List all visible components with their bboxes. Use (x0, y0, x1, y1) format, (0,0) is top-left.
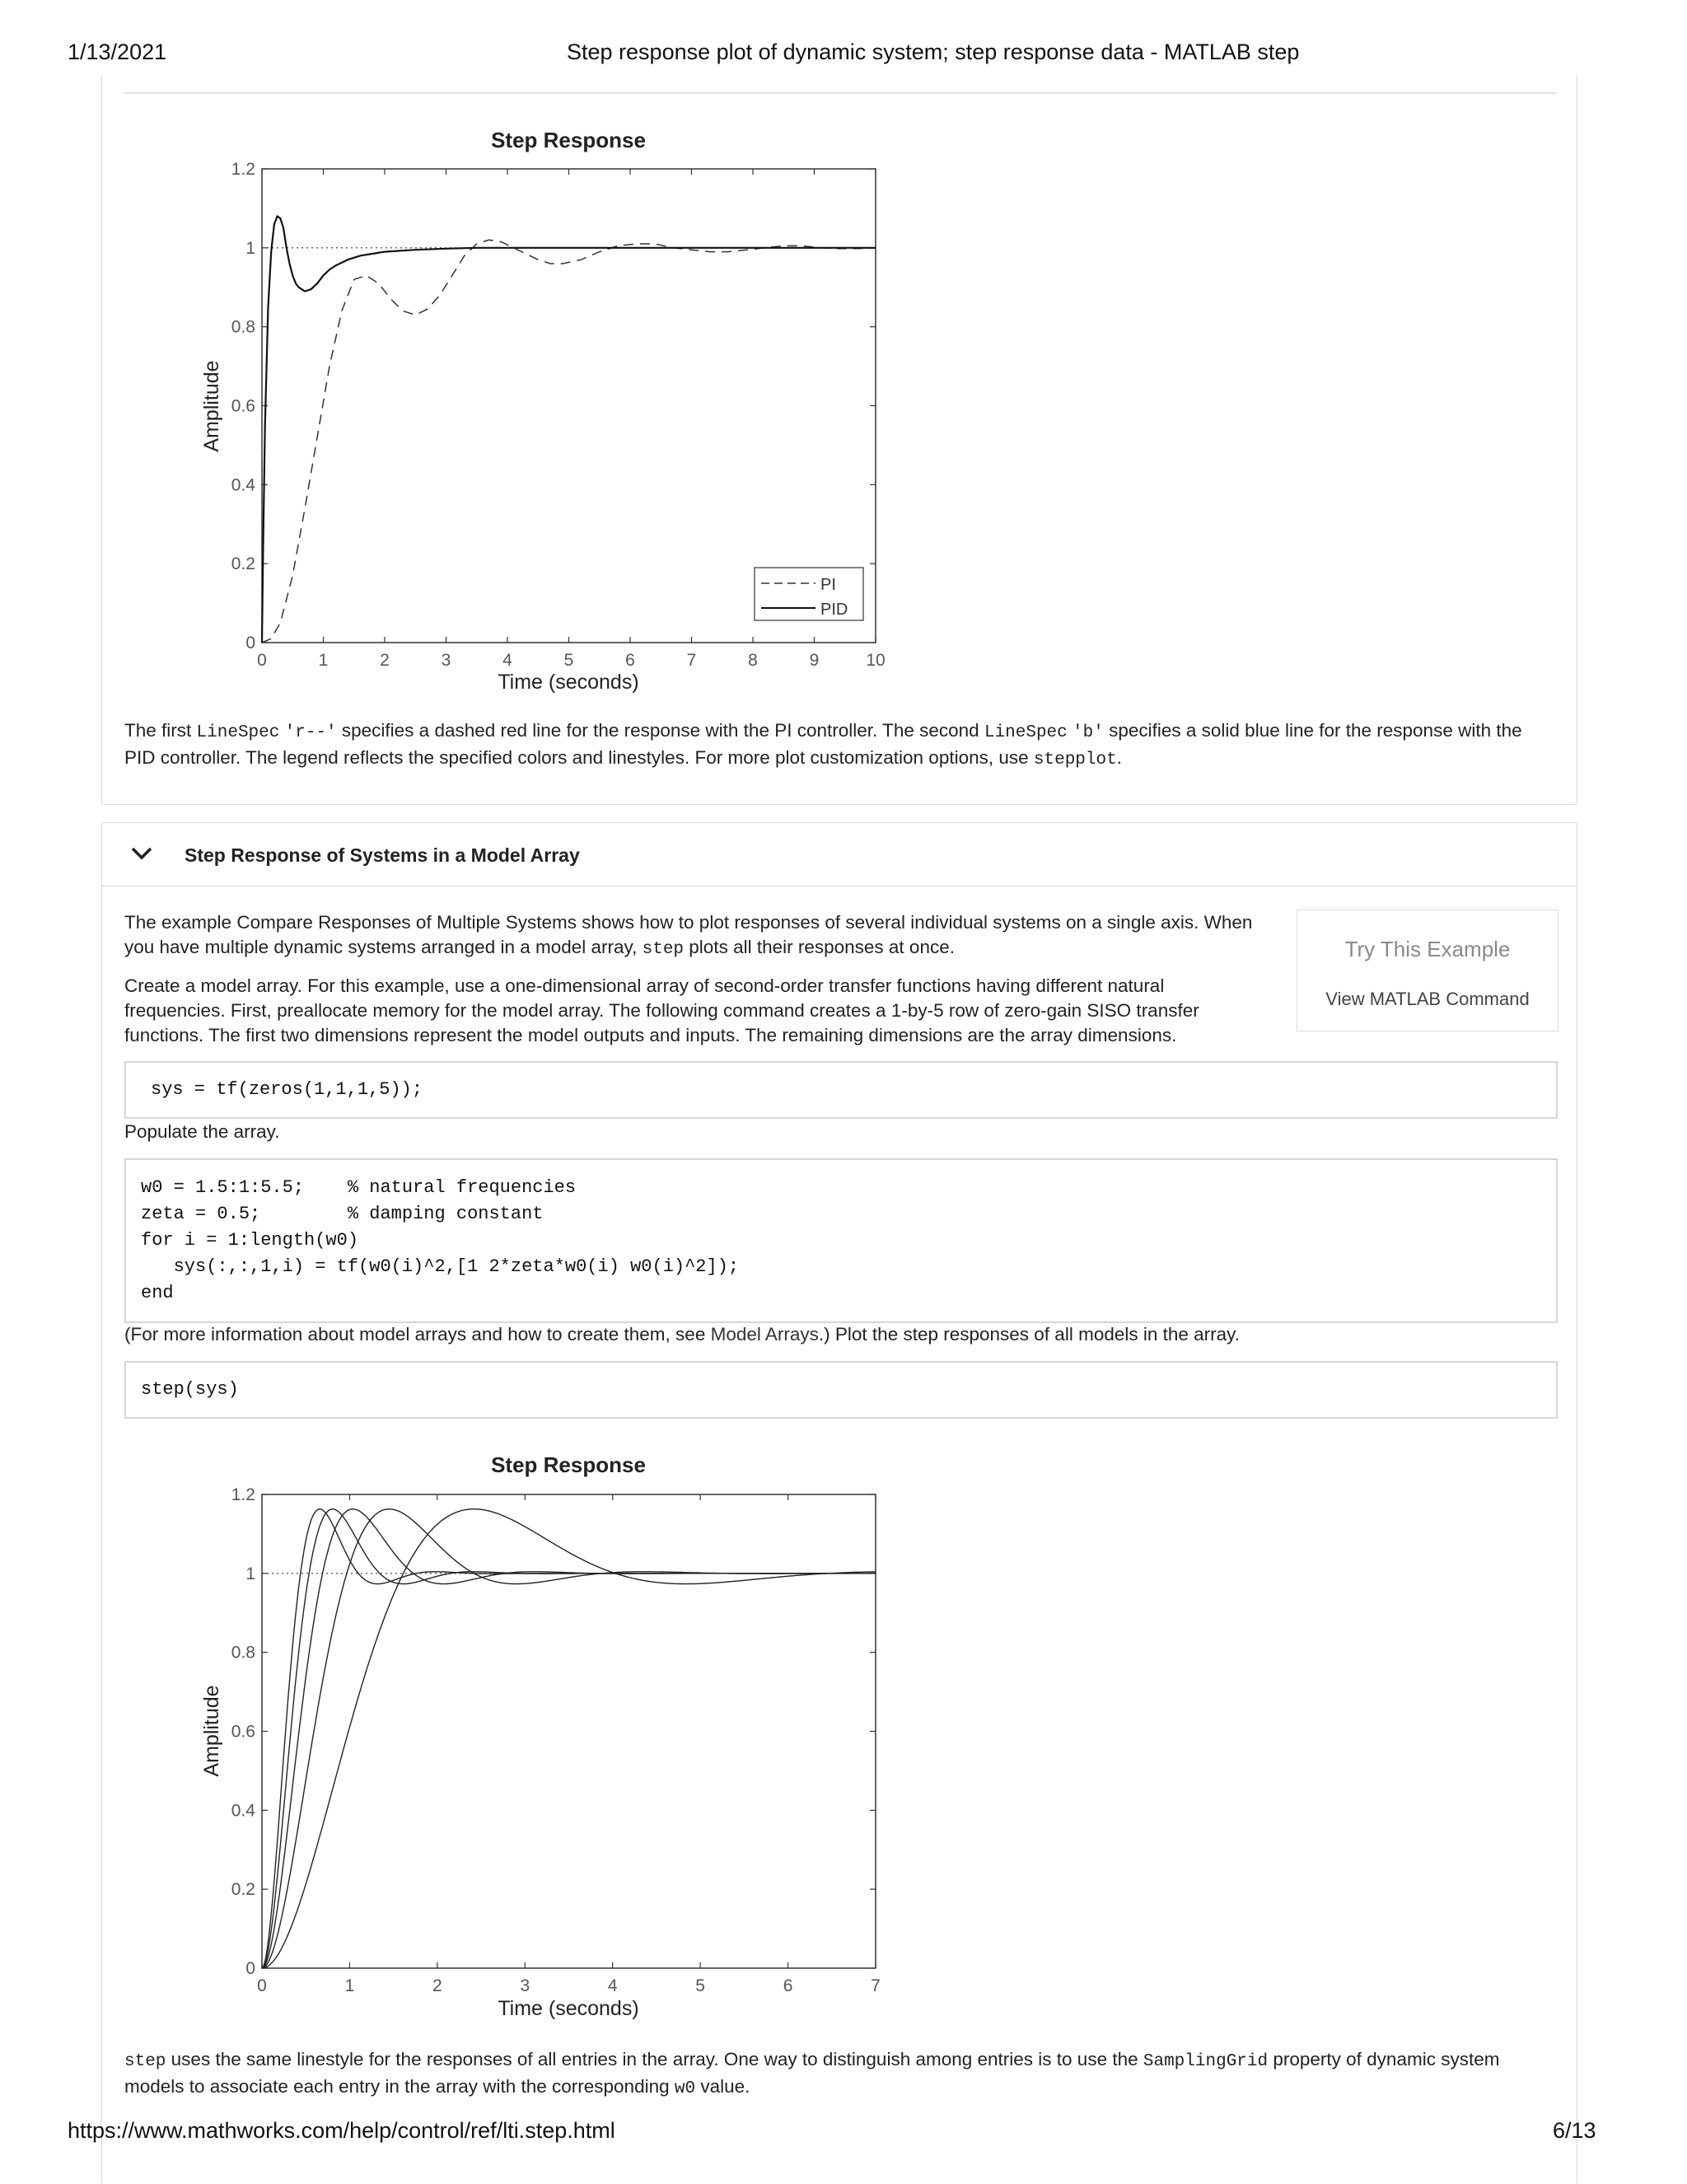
chart2-axes-box (262, 1494, 876, 1968)
print-title: Step response plot of dynamic system; step response data - MATLAB step (567, 40, 1300, 64)
chart1-legend (755, 568, 863, 620)
legend-pid-label: PID (820, 601, 848, 619)
code-w0: w0 (674, 2079, 696, 2098)
code-block-populate (124, 1158, 1558, 1323)
chart2-xtick-label: 1 (344, 1976, 355, 1995)
populate-text: Populate the array. (124, 1121, 280, 1142)
code-step-2: step (124, 2052, 166, 2071)
chart2-xtick-label: 4 (607, 1976, 618, 1995)
chart1-ytick-label: 0 (245, 634, 255, 652)
code-preallocate: sys = tf(zeros(1,1,1,5)); (151, 1079, 423, 1100)
chart2-xtick-label: 0 (257, 1976, 267, 1995)
code-block-step (124, 1361, 1558, 1419)
chart2-xtick-label: 7 (871, 1976, 881, 1995)
chart1-ytick-label: 0.6 (231, 396, 255, 416)
print-page-number: 6/13 (1553, 2118, 1596, 2143)
chart1-title: Step Response (491, 128, 646, 152)
code-stepplot[interactable]: stepplot (1033, 751, 1117, 769)
code-step-sys: step(sys) (141, 1379, 239, 1400)
step-response-chart-pi-pid (189, 122, 914, 699)
panel-top-divider (124, 92, 1557, 94)
chart2-ytick-label: 0.2 (231, 1880, 255, 1900)
chart2-ytick-label: 1 (245, 1564, 255, 1583)
chart1-xtick-label: 2 (380, 651, 390, 670)
chart2-xlabel: Time (seconds) (498, 1997, 639, 2020)
chart2-ytick-label: 0.4 (231, 1801, 255, 1821)
chart2-ylabel: Amplitude (200, 1685, 223, 1777)
model-array-intro: The example Compare Responses of Multiple Systems shows how to plot responses of several individual systems on a single axis. When you have multiple dynamic systems arranged in a model array, step plots all their responses at once. (124, 912, 1253, 959)
chart1-xtick-label: 1 (318, 651, 329, 670)
chart1-ytick-label: 0.8 (231, 317, 255, 337)
code-samplinggrid: SamplingGrid (1143, 2052, 1269, 2071)
section2-header[interactable] (102, 823, 1576, 886)
section2-title: Step Response of Systems in a Model Array (185, 844, 580, 866)
chart1-xtick-label: 9 (809, 651, 820, 670)
code-step: step (642, 940, 685, 959)
chart2-ytick-label: 0 (245, 1959, 255, 1978)
model-arrays-paragraph: (For more information about model arrays and how to create them, see Model Arrays.) Plot the step responses of all models in the array. (124, 1324, 1240, 1345)
chart2-ytick-label: 0.8 (231, 1643, 255, 1663)
chart2-ytick-label: 0.6 (231, 1722, 255, 1742)
legend-pi-label: PI (820, 576, 836, 594)
chart2-xtick-label: 2 (432, 1976, 442, 1995)
chart1-xtick-label: 5 (563, 651, 574, 670)
chart1-xtick-label: 0 (257, 651, 267, 670)
chart1-xtick-label: 10 (866, 651, 886, 670)
chart2-xtick-label: 6 (783, 1976, 793, 1995)
chart2-xtick-label: 5 (695, 1976, 705, 1995)
chart1-ytick-label: 1 (245, 238, 255, 258)
code-linespec-1: LineSpec (196, 723, 280, 742)
chart2-ytick-label: 1.2 (231, 1485, 255, 1504)
model-array-create: Create a model array. For this example, use a one-dimensional array of second-order transfer functions having different natural frequencies. First, preallocate memory for the model array. The following command creates a 1-by-5 row of zero-gain SISO transfer functions. The first two dimensions represent the model outputs and inputs. The remaining dimensions are the array dimensions. (124, 975, 1199, 1045)
print-url: https://www.mathworks.com/help/control/ref/lti.step.html (68, 2118, 615, 2143)
chart1-xtick-label: 8 (748, 651, 758, 670)
chart1-ylabel: Amplitude (200, 360, 223, 452)
chart1-xlabel: Time (seconds) (498, 671, 639, 694)
print-date: 1/13/2021 (68, 40, 167, 64)
chart1-xtick-label: 3 (441, 651, 451, 670)
chart1-xtick-label: 4 (502, 651, 512, 670)
chart1-xtick-label: 6 (625, 651, 635, 670)
chart2-xtick-label: 3 (520, 1976, 530, 1995)
chart1-ytick-label: 0.4 (231, 475, 255, 495)
chevron-down-icon[interactable] (130, 845, 153, 862)
chart2-title: Step Response (491, 1452, 646, 1477)
sampling-grid-paragraph: step uses the same linestyle for the responses of all entries in the array. One way to distinguish among entries is to use the SamplingGrid property of dynamic system models to associate each entry in the array with the corresponding w0 value. (124, 2049, 1500, 2098)
chart1-ytick-label: 0.2 (231, 554, 255, 574)
code-linespec-2: LineSpec (984, 723, 1068, 742)
model-arrays-link[interactable]: Model Arrays (710, 1324, 819, 1345)
view-matlab-command-link[interactable]: View MATLAB Command (1325, 989, 1530, 1009)
step-response-chart-model-array (189, 1447, 914, 2023)
chart1-ytick-label: 1.2 (231, 160, 255, 179)
try-example-panel (1297, 910, 1558, 1031)
chart1-xtick-label: 7 (686, 651, 697, 670)
code-block-preallocate (124, 1061, 1558, 1119)
try-this-example-button[interactable]: Try This Example (1344, 937, 1511, 961)
code-populate: w0 = 1.5:1:5.5; % natural frequencies zeta = 0.5; % damping constant for i = 1:length(w0) sys(:,:,1,i) = tf(w0(i)^2,[1 2*zeta*w0(i) w0(i)^2]); end (141, 1177, 740, 1303)
code-r-dash: 'r--' (284, 723, 337, 742)
code-b: 'b' (1072, 723, 1104, 742)
linespec-paragraph: The first LineSpec 'r--' specifies a dashed red line for the response with the PI controller. The second LineSpec 'b' specifies a solid blue line for the response with the PID controller. The legend reflects the specified colors and linestyles. For more plot customization options, use stepplot. (124, 720, 1522, 769)
